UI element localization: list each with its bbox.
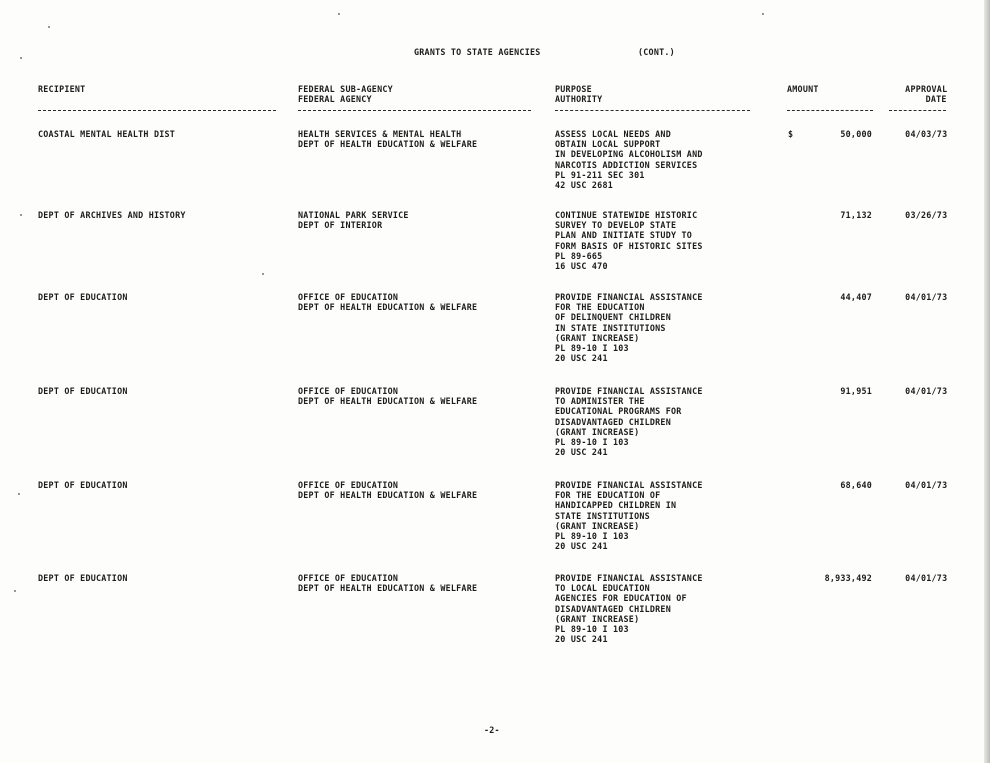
- header-authority: AUTHORITY: [555, 95, 603, 105]
- scan-speck: [20, 214, 22, 216]
- scan-speck: [262, 273, 264, 275]
- row-6-date: 04/01/73: [904, 574, 947, 584]
- header-rule: [38, 110, 276, 111]
- header-approval: APPROVAL: [904, 85, 947, 95]
- row-4-date: 04/01/73: [904, 387, 947, 397]
- header-date: DATE: [925, 95, 947, 105]
- row-3-agency: OFFICE OF EDUCATION DEPT OF HEALTH EDUCATION & WELFARE: [298, 293, 478, 314]
- row-2-date: 03/26/73: [904, 211, 947, 221]
- row-2-amount: 71,132: [840, 211, 872, 221]
- header-rule: [298, 110, 531, 111]
- row-3-amount: 44,407: [840, 293, 872, 303]
- row-2-purpose: CONTINUE STATEWIDE HISTORIC SURVEY TO DEVELOP STATE PLAN AND INITIATE STUDY TO FORM BASIS OF HISTORIC SITES PL 89-665 16 USC 470: [555, 211, 703, 273]
- row-4-agency: OFFICE OF EDUCATION DEPT OF HEALTH EDUCATION & WELFARE: [298, 387, 478, 408]
- row-3-recipient: DEPT OF EDUCATION: [38, 293, 128, 303]
- row-3-purpose: PROVIDE FINANCIAL ASSISTANCE FOR THE EDUCATION OF DELINQUENT CHILDREN IN STATE INSTITUTIONS (GRANT INCREASE) PL 89-10 I 103 20 USC 241: [555, 293, 703, 365]
- document-title-cont: (CONT.): [638, 48, 675, 58]
- row-5-amount: 68,640: [840, 481, 872, 491]
- page-number: -2-: [484, 726, 500, 736]
- scan-speck: [762, 13, 764, 15]
- row-5-recipient: DEPT OF EDUCATION: [38, 481, 128, 491]
- row-1-agency: HEALTH SERVICES & MENTAL HEALTH DEPT OF HEALTH EDUCATION & WELFARE: [298, 130, 478, 151]
- row-5-purpose: PROVIDE FINANCIAL ASSISTANCE FOR THE EDUCATION OF HANDICAPPED CHILDREN IN STATE INSTITUTIONS (GRANT INCREASE) PL 89-10 I 103 20 USC 241: [555, 481, 703, 553]
- row-4-purpose: PROVIDE FINANCIAL ASSISTANCE TO ADMINISTER THE EDUCATIONAL PROGRAMS FOR DISADVANTAGED CHILDREN (GRANT INCREASE) PL 89-10 I 103 20 USC 241: [555, 387, 703, 459]
- row-1-amount: 50,000: [840, 130, 872, 140]
- header-rule: [889, 110, 946, 111]
- header-rule: [555, 110, 750, 111]
- row-4-amount: 91,951: [840, 387, 872, 397]
- row-6-purpose: PROVIDE FINANCIAL ASSISTANCE TO LOCAL EDUCATION AGENCIES FOR EDUCATION OF DISADVANTAGED CHILDREN (GRANT INCREASE) PL 89-10 I 103 20 USC 241: [555, 574, 703, 646]
- header-rule: [787, 110, 873, 111]
- header-recipient: RECIPIENT: [38, 85, 86, 95]
- row-5-date: 04/01/73: [904, 481, 947, 491]
- row-6-agency: OFFICE OF EDUCATION DEPT OF HEALTH EDUCATION & WELFARE: [298, 574, 478, 595]
- scan-speck: [18, 493, 20, 495]
- header-sub-agency: FEDERAL SUB-AGENCY: [298, 85, 393, 95]
- scan-speck: [338, 13, 340, 15]
- scan-speck: [48, 26, 50, 28]
- header-amount: AMOUNT: [787, 85, 819, 95]
- header-agency: FEDERAL AGENCY: [298, 95, 372, 105]
- scan-speck: [14, 590, 16, 592]
- document-title: GRANTS TO STATE AGENCIES: [414, 48, 541, 58]
- row-5-agency: OFFICE OF EDUCATION DEPT OF HEALTH EDUCATION & WELFARE: [298, 481, 478, 502]
- row-4-recipient: DEPT OF EDUCATION: [38, 387, 128, 397]
- row-6-amount: 8,933,492: [824, 574, 872, 584]
- row-1-date: 04/03/73: [904, 130, 947, 140]
- scan-speck: [20, 57, 22, 59]
- page-edge-shadow: [984, 0, 990, 763]
- row-2-agency: NATIONAL PARK SERVICE DEPT OF INTERIOR: [298, 211, 409, 232]
- row-6-recipient: DEPT OF EDUCATION: [38, 574, 128, 584]
- header-purpose: PURPOSE: [555, 85, 592, 95]
- row-1-purpose: ASSESS LOCAL NEEDS AND OBTAIN LOCAL SUPPORT IN DEVELOPING ALCOHOLISM AND NARCOTIS ADDICTION SERVICES PL 91-211 SEC 301 42 USC 2681: [555, 130, 703, 192]
- row-2-recipient: DEPT OF ARCHIVES AND HISTORY: [38, 211, 186, 221]
- row-1-dollar-sign: $: [788, 130, 794, 140]
- row-1-recipient: COASTAL MENTAL HEALTH DIST: [38, 130, 176, 140]
- row-3-date: 04/01/73: [904, 293, 947, 303]
